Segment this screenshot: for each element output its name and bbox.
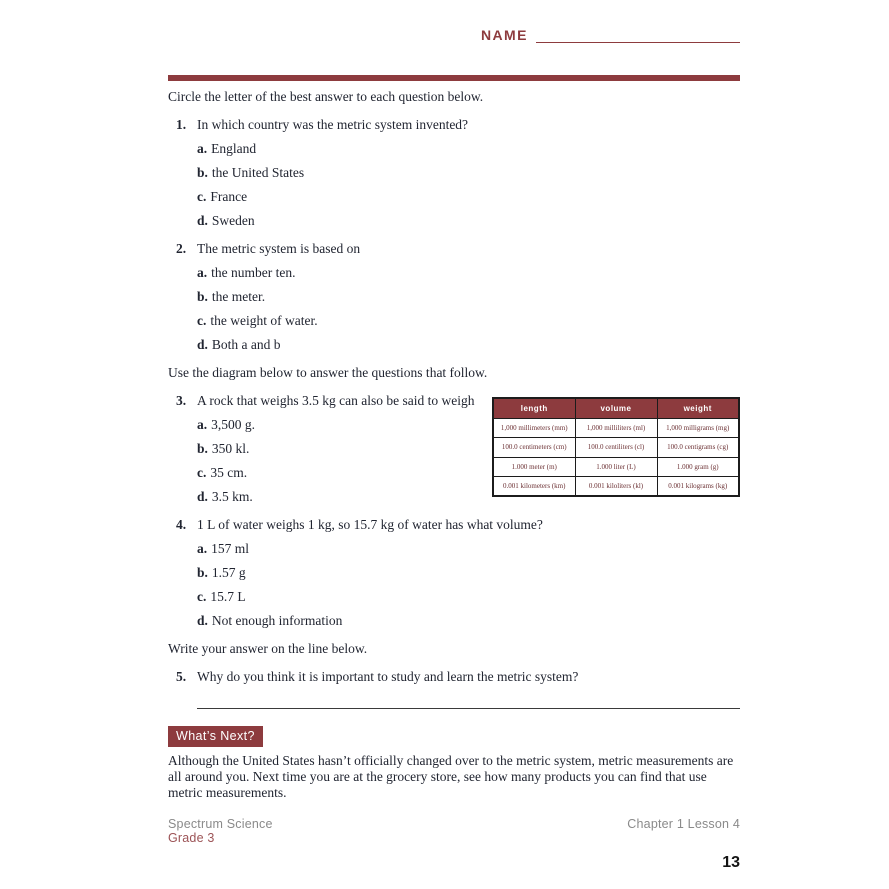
option-letter: b.	[197, 289, 208, 304]
whats-next-badge: What’s Next?	[168, 726, 263, 747]
question-3-option-c[interactable]	[197, 465, 492, 481]
table-cell: 1,000 milliliters (ml)	[575, 418, 657, 438]
option-text: the meter.	[211, 289, 266, 304]
option-text: 1.57 g	[211, 565, 246, 580]
option-letter: a.	[197, 141, 208, 156]
option-letter: a.	[197, 265, 208, 280]
table-cell: 1,000 milligrams (mg)	[657, 418, 739, 438]
question-3	[168, 393, 740, 505]
question-1-option-b[interactable]	[197, 165, 740, 181]
option-text: 3.5 km.	[211, 489, 253, 504]
worksheet-content	[168, 89, 740, 800]
question-2-option-d[interactable]	[197, 337, 740, 353]
question-1-option-a[interactable]	[197, 141, 740, 157]
question-text: In which country was the metric system invented?	[197, 117, 469, 132]
table-cell: 0.001 kilograms (kg)	[657, 477, 739, 497]
footer-lesson: Chapter 1 Lesson 4	[627, 817, 740, 831]
page-number: 13	[722, 854, 740, 871]
page-footer	[168, 817, 740, 872]
option-letter: c.	[197, 465, 207, 480]
question-number: 2.	[176, 241, 187, 256]
option-text: the weight of water.	[210, 313, 318, 328]
question-3-option-b[interactable]	[197, 441, 492, 457]
option-letter: c.	[197, 589, 207, 604]
question-text: A rock that weighs 3.5 kg can also be said to weigh	[197, 393, 475, 408]
question-text: The metric system is based on	[197, 241, 361, 256]
table-header-length: length	[493, 398, 575, 418]
question-number: 3.	[176, 393, 187, 408]
option-text: France	[210, 189, 248, 204]
option-letter: c.	[197, 313, 207, 328]
option-letter: a.	[197, 541, 208, 556]
option-text: the number ten.	[211, 265, 296, 280]
option-letter: c.	[197, 189, 207, 204]
option-text: 350 kl.	[211, 441, 250, 456]
question-1	[168, 117, 740, 229]
option-text: the United States	[211, 165, 305, 180]
table-row	[493, 477, 739, 497]
footer-grade: Grade 3	[168, 831, 215, 845]
table-cell: 1.000 gram (g)	[657, 457, 739, 477]
question-2-option-a[interactable]	[197, 265, 740, 281]
question-text: Why do you think it is important to study and learn the metric system?	[197, 669, 579, 684]
table-header-weight: weight	[657, 398, 739, 418]
option-text: England	[211, 141, 257, 156]
question-4-option-d[interactable]	[197, 613, 740, 629]
question-3-option-a[interactable]	[197, 417, 492, 433]
question-1-option-d[interactable]	[197, 213, 740, 229]
name-row	[481, 27, 740, 43]
option-text: Sweden	[211, 213, 255, 228]
question-4-option-b[interactable]	[197, 565, 740, 581]
option-letter: d.	[197, 489, 208, 504]
question-1-option-c[interactable]	[197, 189, 740, 205]
question-4-option-a[interactable]	[197, 541, 740, 557]
whats-next-text: Although the United States hasn’t officially changed over to the metric system, metric measurements are all around you. Next time you are at the grocery store, see how many products you can find that use metric measurements.	[168, 753, 734, 800]
name-blank-line[interactable]	[536, 28, 740, 43]
diagram-note: Use the diagram below to answer the questions that follow.	[168, 365, 488, 380]
option-text: 35 cm.	[210, 465, 248, 480]
question-4-option-c[interactable]	[197, 589, 740, 605]
question-4	[168, 517, 740, 629]
table-row	[493, 418, 739, 438]
table-cell: 1,000 millimeters (mm)	[493, 418, 575, 438]
question-2-option-b[interactable]	[197, 289, 740, 305]
table-cell: 0.001 kiloliters (kl)	[575, 477, 657, 497]
write-note: Write your answer on the line below.	[168, 641, 368, 656]
question-2	[168, 241, 740, 353]
footer-series: Spectrum Science	[168, 817, 273, 831]
question-3-with-table	[197, 393, 740, 505]
header-rule	[168, 75, 740, 81]
option-letter: d.	[197, 337, 208, 352]
table-header-volume: volume	[575, 398, 657, 418]
option-text: 3,500 g.	[211, 417, 255, 432]
table-row	[493, 457, 739, 477]
table-cell: 1.000 meter (m)	[493, 457, 575, 477]
option-letter: b.	[197, 165, 208, 180]
question-3-option-d[interactable]	[197, 489, 492, 505]
option-letter: b.	[197, 565, 208, 580]
answer-blank-line[interactable]	[197, 708, 740, 709]
question-number: 1.	[176, 117, 187, 132]
table-header-row	[493, 398, 739, 418]
instructions-text: Circle the letter of the best answer to each question below.	[168, 89, 484, 104]
table-row	[493, 438, 739, 458]
question-2-option-c[interactable]	[197, 313, 740, 329]
table-cell: 100.0 centimeters (cm)	[493, 438, 575, 458]
option-letter: d.	[197, 213, 208, 228]
question-number: 4.	[176, 517, 187, 532]
option-text: 15.7 L	[210, 589, 246, 604]
table-cell: 1.000 liter (L)	[575, 457, 657, 477]
option-text: 157 ml	[211, 541, 250, 556]
option-letter: d.	[197, 613, 208, 628]
name-label: NAME	[481, 27, 528, 43]
table-cell: 100.0 centiliters (cl)	[575, 438, 657, 458]
table-cell: 100.0 centigrams (cg)	[657, 438, 739, 458]
table-cell: 0.001 kilometers (km)	[493, 477, 575, 497]
option-letter: b.	[197, 441, 208, 456]
metric-conversion-table	[492, 397, 740, 497]
question-number: 5.	[176, 669, 187, 684]
option-letter: a.	[197, 417, 208, 432]
option-text: Not enough information	[211, 613, 343, 628]
question-5	[168, 669, 740, 709]
question-text: 1 L of water weighs 1 kg, so 15.7 kg of water has what volume?	[197, 517, 543, 532]
option-text: Both a and b	[211, 337, 281, 352]
